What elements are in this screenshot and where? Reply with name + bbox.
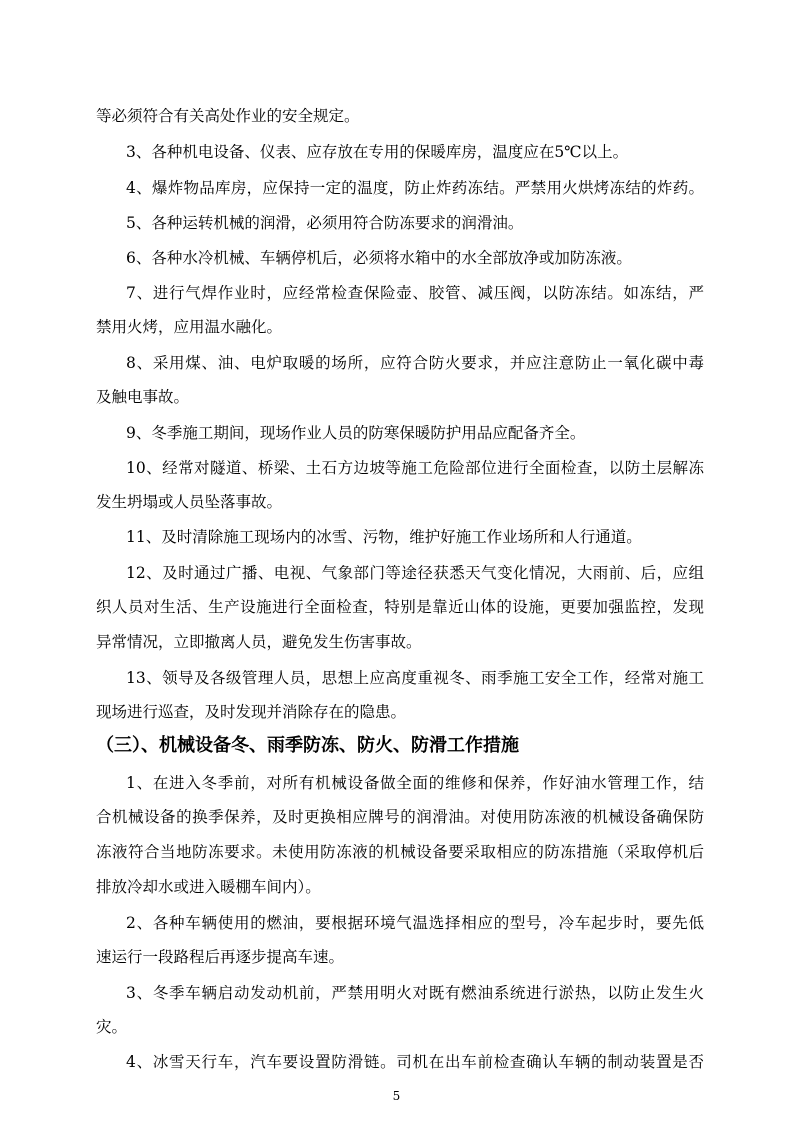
text-line: 3、冬季车辆启动发动机前，严禁用明火对既有燃油系统进行淤热，以防止发生火 — [126, 984, 704, 1002]
text-line: 织人员对生活、生产设施进行全面检查，特别是靠近山体的设施，更要加强监控，发现 — [96, 598, 704, 616]
text-line: 异常情况，立即撤离人员，避免发生伤害事故。 — [96, 633, 422, 651]
text-line: 排放冷却水或进入暖棚车间内）。 — [96, 878, 321, 896]
text-line: 7、进行气焊作业时，应经常检查保险壶、胶管、减压阀，以防冻结。如冻结，严 — [126, 284, 704, 302]
text-line: 灾。 — [96, 1018, 128, 1036]
page-number: 5 — [392, 1089, 401, 1103]
text-line: 3、各种机电设备、仪表、应存放在专用的保暖库房，温度应在5℃以上。 — [126, 143, 629, 161]
text-line: 5、各种运转机械的润滑，必须用符合防冻要求的润滑油。 — [126, 214, 524, 232]
text-line: 现场进行巡查，及时发现并消除存在的隐患。 — [96, 703, 407, 721]
text-line: 4、爆炸物品库房，应保持一定的温度，防止炸药冻结。严禁用火烘烤冻结的炸药。 — [126, 179, 704, 197]
text-line: 合机械设备的换季保养，及时更换相应牌号的润滑油。对使用防冻液的机械设备确保防 — [96, 808, 704, 826]
text-line: 11、及时清除施工现场内的冰雪、污物，维护好施工作业场所和人行通道。 — [126, 528, 642, 546]
text-line: 6、各种水冷机械、车辆停机后，必须将水箱中的水全部放净或加防冻液。 — [126, 249, 632, 267]
text-line: 等必须符合有关高处作业的安全规定。 — [96, 107, 360, 125]
text-line: 发生坍塌或人员坠落事故。 — [96, 493, 283, 511]
text-line: 8、采用煤、油、电炉取暖的场所，应符合防火要求，并应注意防止一氧化碳中毒 — [126, 354, 704, 372]
text-line: 速运行一段路程后再逐步提高车速。 — [96, 948, 345, 966]
text-line: 13、领导及各级管理人员，思想上应高度重视冬、雨季施工安全工作，经常对施工 — [126, 669, 704, 687]
text-line: 4、冰雪天行车，汽车要设置防滑链。司机在出车前检查确认车辆的制动装置是否 — [126, 1053, 704, 1071]
section-heading: （三）、机械设备冬、雨季防冻、防火、防滑工作措施 — [96, 735, 519, 756]
text-line: 1、在进入冬季前，对所有机械设备做全面的维修和保养，作好油水管理工作，结 — [126, 774, 704, 792]
text-line: 2、各种车辆使用的燃油，要根据环境气温选择相应的型号，冷车起步时，要先低 — [126, 914, 704, 932]
text-line: 12、及时通过广播、电视、气象部门等途径获悉天气变化情况，大雨前、后，应组 — [126, 564, 704, 582]
text-line: 及触电事故。 — [96, 388, 190, 406]
text-line: 10、经常对隧道、桥梁、土石方边坡等施工危险部位进行全面检查，以防土层解冻 — [126, 459, 704, 477]
text-line: 冻液符合当地防冻要求。未使用防冻液的机械设备要采取相应的防冻措施（采取停机后 — [96, 843, 704, 861]
text-line: 9、冬季施工期间，现场作业人员的防寒保暖防护用品应配备齐全。 — [126, 424, 586, 442]
text-line: 禁用火烤，应用温水融化。 — [96, 318, 283, 336]
